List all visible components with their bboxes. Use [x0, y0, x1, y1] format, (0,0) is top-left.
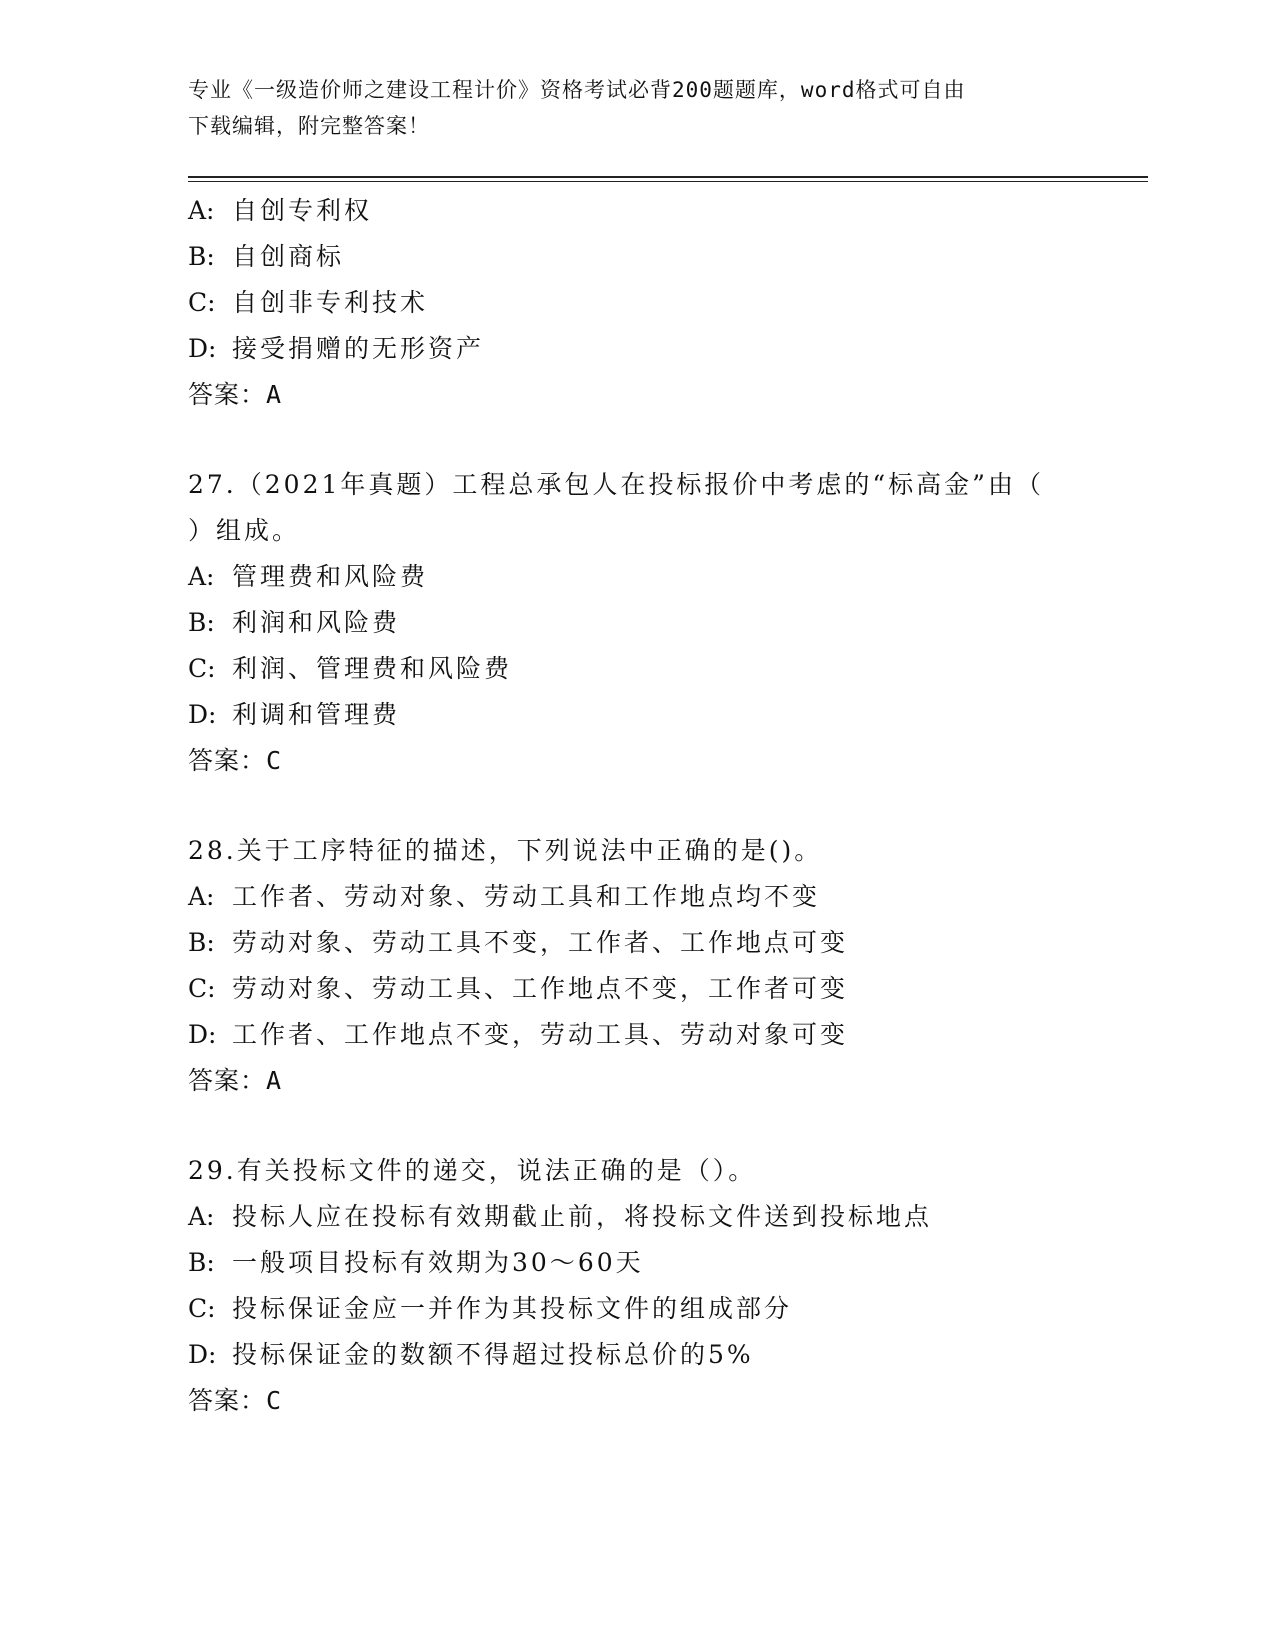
option-text: 自创专利权: [232, 196, 373, 225]
question-block: [188, 828, 1108, 1104]
option-d: [188, 1012, 1108, 1058]
question-spacer: [188, 418, 1108, 462]
option-key: A:: [188, 882, 215, 911]
option-c: [188, 1286, 1108, 1332]
option-d: [188, 326, 1108, 372]
option-text: 自创商标: [232, 242, 345, 271]
question-block: [188, 462, 1108, 784]
option-key: B:: [188, 1248, 215, 1277]
option-key: C:: [188, 1294, 216, 1323]
option-text: 管理费和风险费: [232, 562, 429, 591]
option-key: A:: [188, 562, 215, 591]
option-text: 投标保证金应一并作为其投标文件的组成部分: [232, 1294, 793, 1323]
answer-line: [188, 372, 1108, 418]
option-key: C:: [188, 288, 216, 317]
question-spacer: [188, 784, 1108, 828]
option-c: [188, 966, 1108, 1012]
answer-value: C: [266, 1386, 283, 1415]
answer-label: 答案：: [188, 1066, 267, 1095]
option-text: 工作者、工作地点不变，劳动工具、劳动对象可变: [232, 1020, 849, 1049]
option-key: A:: [188, 1202, 215, 1231]
option-c: [188, 646, 1108, 692]
option-text: 投标人应在投标有效期截止前，将投标文件送到投标地点: [232, 1202, 933, 1231]
header-divider: [188, 176, 1148, 182]
option-key: D:: [188, 700, 217, 729]
answer-value: A: [266, 380, 283, 409]
option-b: [188, 920, 1108, 966]
answer-line: [188, 1378, 1108, 1424]
option-text: 自创非专利技术: [232, 288, 429, 317]
option-c: [188, 280, 1108, 326]
question-stem: 27.（2021年真题）工程总承包人在投标报价中考虑的“标高金”由（: [188, 470, 1044, 499]
option-text: 劳动对象、劳动工具不变，工作者、工作地点可变: [232, 928, 849, 957]
answer-label: 答案：: [188, 380, 267, 409]
question-stem-continued: ）组成。: [188, 516, 301, 545]
answer-value: C: [266, 746, 283, 775]
option-text: 接受捐赠的无形资产: [232, 334, 485, 363]
option-key: D:: [188, 334, 217, 363]
answer-label: 答案：: [188, 1386, 267, 1415]
question-list: [188, 188, 1108, 1424]
option-text: 利调和管理费: [232, 700, 401, 729]
option-text: 利润、管理费和风险费: [232, 654, 513, 683]
option-b: [188, 1240, 1108, 1286]
option-text: 投标保证金的数额不得超过投标总价的5%: [232, 1340, 754, 1369]
option-a: [188, 188, 1108, 234]
option-key: B:: [188, 608, 215, 637]
document-header: [188, 72, 1088, 144]
option-a: [188, 554, 1108, 600]
option-key: D:: [188, 1020, 217, 1049]
answer-value: A: [266, 1066, 283, 1095]
question-stem: 29.有关投标文件的递交，说法正确的是（）。: [188, 1156, 757, 1185]
option-key: A:: [188, 196, 215, 225]
option-b: [188, 234, 1108, 280]
option-key: C:: [188, 974, 216, 1003]
option-key: B:: [188, 242, 215, 271]
question-block: [188, 188, 1108, 418]
answer-line: [188, 1058, 1108, 1104]
question-stem: 28.关于工序特征的描述，下列说法中正确的是()。: [188, 836, 823, 865]
option-d: [188, 692, 1108, 738]
option-text: 一般项目投标有效期为30～60天: [232, 1248, 644, 1277]
answer-line: [188, 738, 1108, 784]
header-line-1: 专业《一级造价师之建设工程计价》资格考试必背200题题库，word格式可自由: [188, 78, 966, 102]
option-key: B:: [188, 928, 215, 957]
option-key: C:: [188, 654, 216, 683]
option-a: [188, 1194, 1108, 1240]
option-text: 劳动对象、劳动工具、工作地点不变，工作者可变: [232, 974, 849, 1003]
question-block: [188, 1148, 1108, 1424]
option-a: [188, 874, 1108, 920]
option-text: 工作者、劳动对象、劳动工具和工作地点均不变: [232, 882, 821, 911]
answer-label: 答案：: [188, 746, 267, 775]
question-spacer: [188, 1104, 1108, 1148]
option-b: [188, 600, 1108, 646]
option-key: D:: [188, 1340, 217, 1369]
option-text: 利润和风险费: [232, 608, 401, 637]
header-line-2: 下载编辑，附完整答案！: [188, 114, 430, 138]
option-d: [188, 1332, 1108, 1378]
